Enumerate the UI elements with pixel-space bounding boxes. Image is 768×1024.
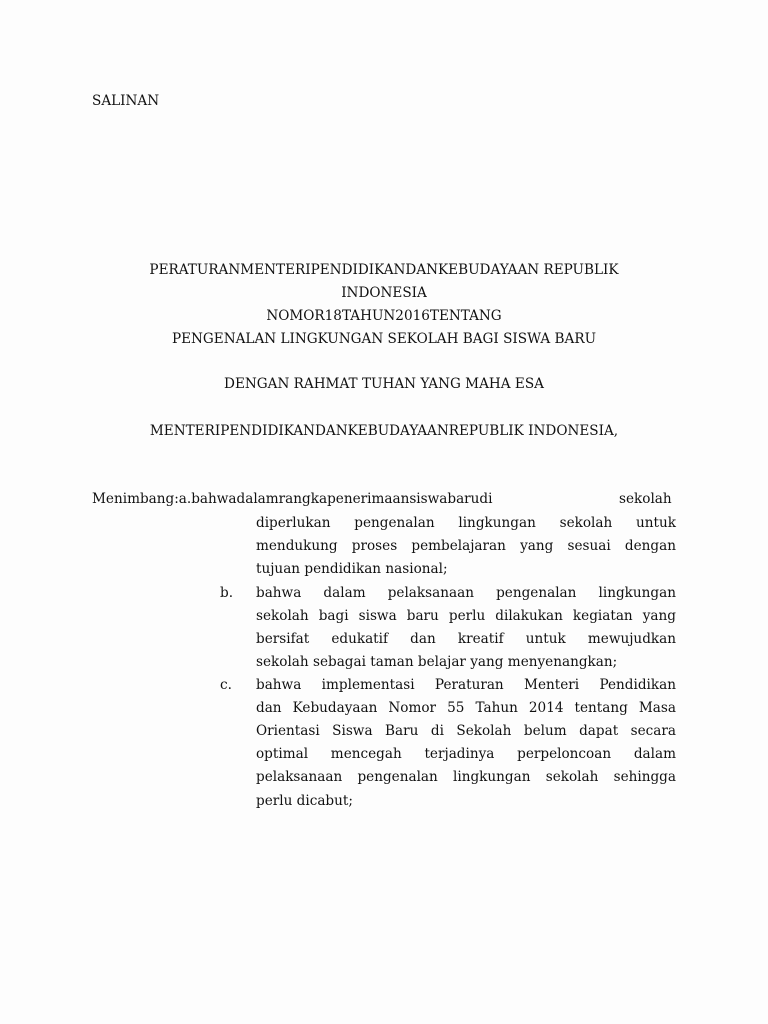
item-c-line: perlu dicabut; (256, 793, 353, 809)
item-b-line: bersifat edukatif dan kreatif untuk mewujudkan (256, 631, 676, 647)
item-a-line: mendukung proses pembelajaran yang sesuai dengan (256, 538, 676, 554)
item-a-line: tujuan pendidikan nasional; (256, 561, 448, 577)
menimbang-heading: Menimbang:a.bahwadalamrangkapenerimaansiswabarudi (92, 491, 493, 507)
item-b-line: sekolah bagi siswa baru perlu dilakukan kegiatan yang (256, 608, 676, 624)
invocation: DENGAN RAHMAT TUHAN YANG MAHA ESA (224, 376, 544, 392)
title-line-4: PENGENALAN LINGKUNGAN SEKOLAH BAGI SISWA BARU (171, 331, 597, 347)
menimbang-heading-tail: sekolah (619, 491, 672, 507)
item-c-line: bahwa implementasi Peraturan Menteri Pendidikan (256, 677, 676, 693)
item-b-marker: b. (220, 585, 234, 601)
item-b-line: bahwa dalam pelaksanaan pengenalan lingkungan (256, 585, 676, 601)
item-c-line: Orientasi Siswa Baru di Sekolah belum dapat secara (256, 723, 676, 739)
title-line-1: PERATURANMENTERIPENDIDIKANDANKEBUDAYAAN REPUBLIK (149, 262, 619, 278)
item-c-line: optimal mencegah terjadinya perpeloncoan dalam (256, 746, 676, 762)
item-b-line: sekolah sebagai taman belajar yang menyenangkan; (256, 654, 618, 670)
item-c-line: dan Kebudayaan Nomor 55 Tahun 2014 tentang Masa (256, 700, 676, 716)
item-c-line: pelaksanaan pengenalan lingkungan sekolah sehingga (256, 769, 676, 785)
title-line-2: INDONESIA (341, 285, 427, 301)
item-c-marker: c. (220, 677, 232, 693)
issuer-line: MENTERIPENDIDIKANDANKEBUDAYAANREPUBLIK INDONESIA, (149, 423, 619, 439)
title-line-3: NOMOR18TAHUN2016TENTANG (266, 308, 502, 324)
item-a-line: diperlukan pengenalan lingkungan sekolah untuk (256, 515, 676, 531)
copy-label: SALINAN (92, 93, 160, 109)
